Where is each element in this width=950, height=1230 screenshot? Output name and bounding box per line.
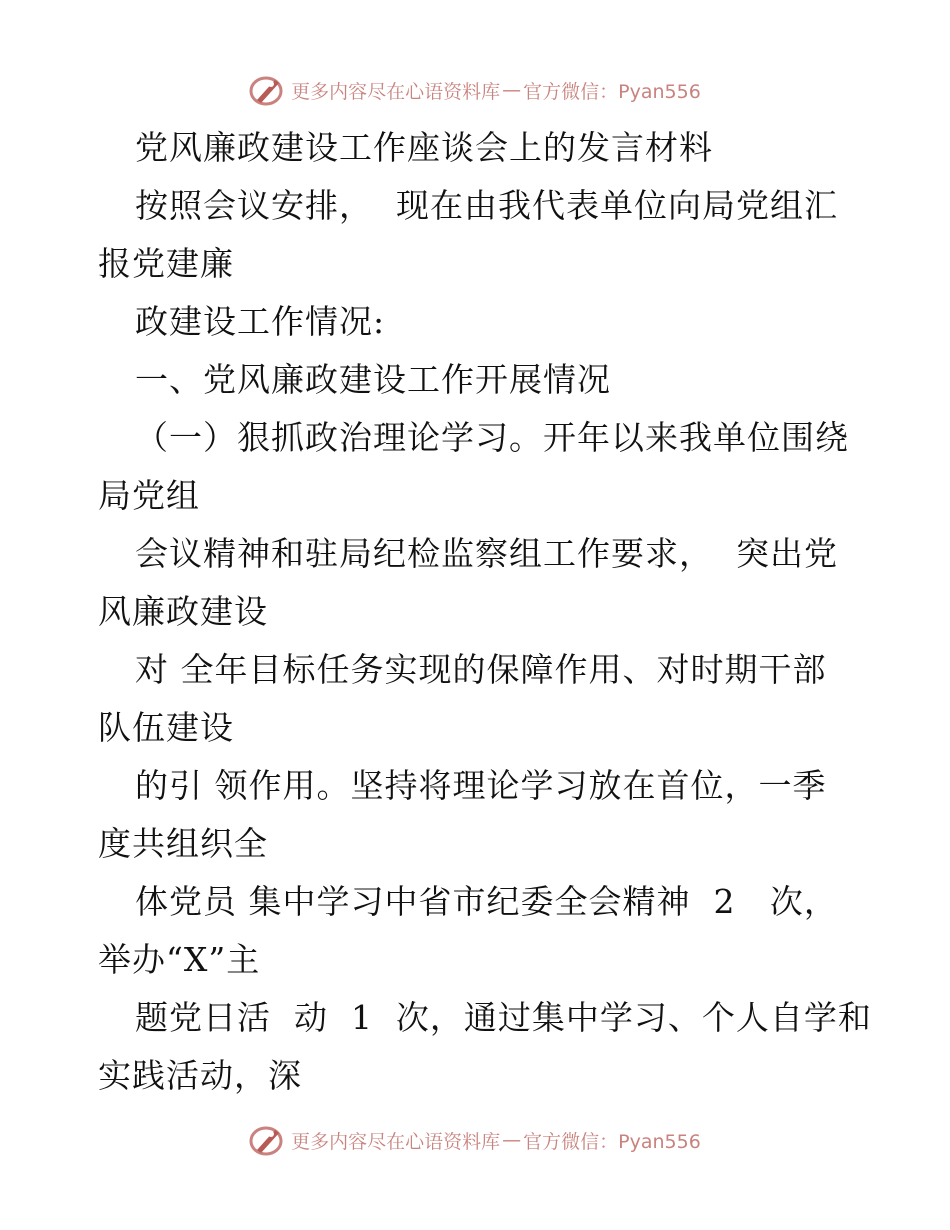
document-title: 党风廉政建设工作座谈会上的发言材料 <box>135 128 713 167</box>
paragraph-line: 的引 领作用。坚持将理论学习放在首位，一季 <box>135 766 827 805</box>
footer-watermark-banner <box>0 1120 950 1160</box>
paragraph-line: 按照会议安排， 现在由我代表单位向局党组汇 <box>135 186 838 225</box>
paragraph-line: 报党建廉 <box>98 244 234 283</box>
paragraph-line: （一）狠抓政治理论学习。开年以来我单位围绕 <box>135 418 849 457</box>
paragraph-line: 度共组织全 <box>98 824 268 863</box>
pen-logo-icon <box>249 74 285 106</box>
section-heading: 一、党风廉政建设工作开展情况 <box>135 360 611 399</box>
banner-dash: — <box>502 1129 522 1151</box>
header-watermark-banner <box>0 70 950 110</box>
paragraph-line: 队伍建设 <box>98 708 234 747</box>
paragraph-line: 实践活动，深 <box>98 1056 302 1095</box>
pen-logo-icon <box>249 1124 285 1156</box>
paragraph-line: 风廉政建设 <box>98 592 268 631</box>
paragraph-line: 会议精神和驻局纪检监察组工作要求， 突出党 <box>135 534 838 573</box>
paragraph-line: 体党员 集中学习中省市纪委全会精神 2 次， <box>135 882 838 921</box>
paragraph-line: 对 全年目标任务实现的保障作用、对时期干部 <box>135 650 827 689</box>
paragraph-line: 题党日活 动 1 次，通过集中学习、个人自学和 <box>135 998 872 1037</box>
banner-dash: — <box>502 79 522 101</box>
paragraph-line: 举办“X”主 <box>98 940 261 979</box>
banner-wechat: 官方微信：Pyan556 <box>523 1130 701 1153</box>
banner-wechat: 官方微信：Pyan556 <box>523 80 701 103</box>
banner-text: 更多内容尽在心语资料库 <box>291 1130 501 1153</box>
paragraph-line: 局党组 <box>98 476 200 515</box>
banner-text: 更多内容尽在心语资料库 <box>291 80 501 103</box>
paragraph-line: 政建设工作情况: <box>135 302 386 341</box>
